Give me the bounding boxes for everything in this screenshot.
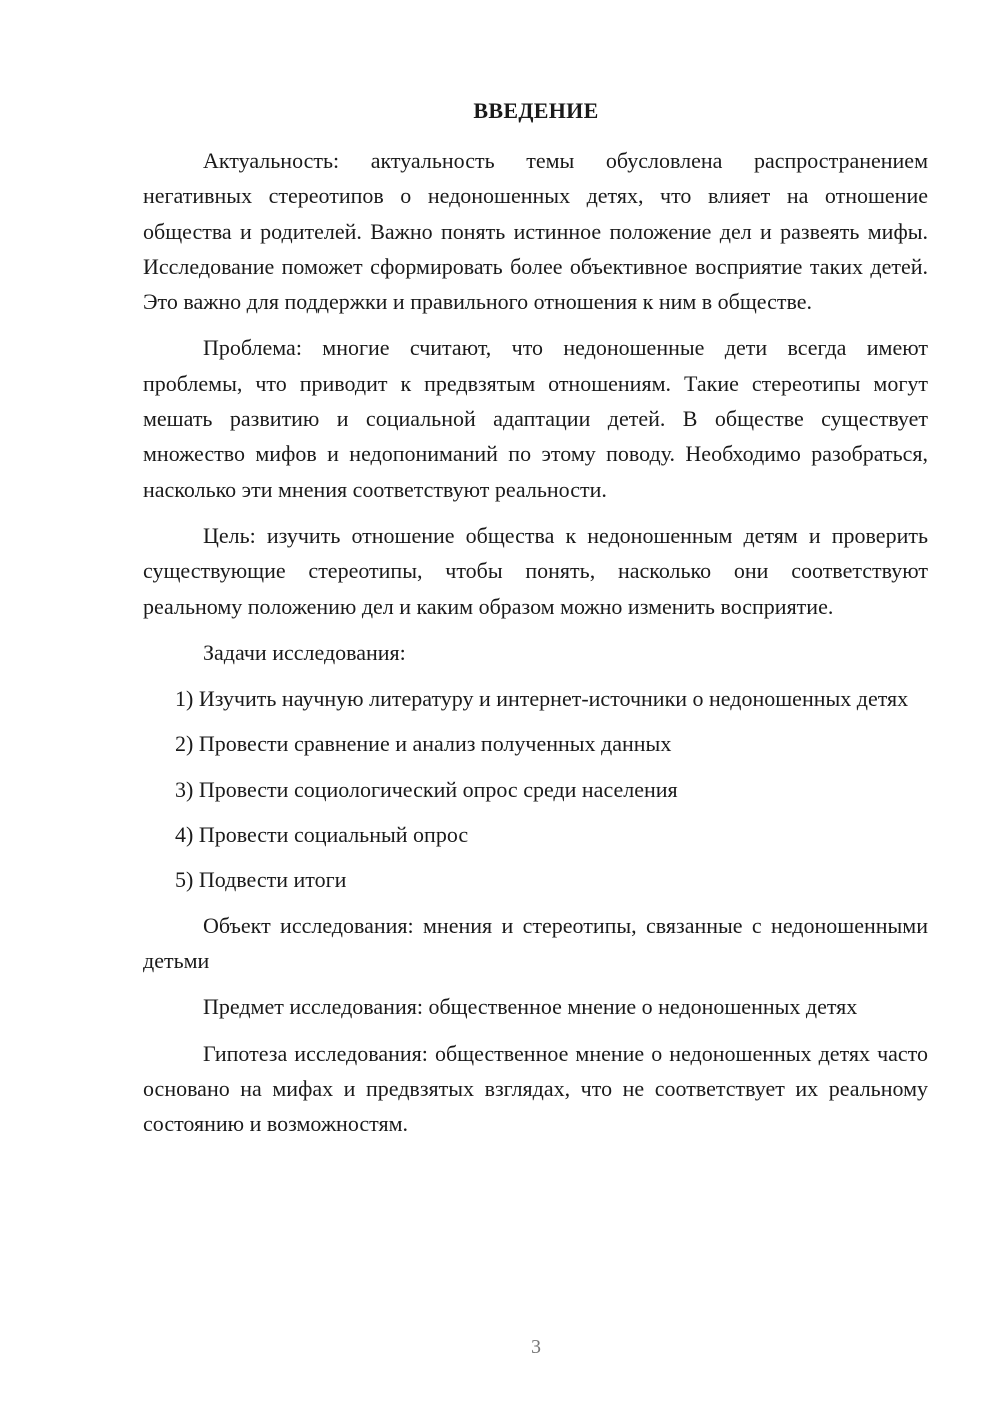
paragraph-tasks-heading: Задачи исследования: <box>203 639 406 665</box>
task-item-1: 1) Изучить научную литературу и интернет-источники о недоношенных детях <box>175 686 909 712</box>
page-title: ВВЕДЕНИЕ <box>473 98 599 123</box>
page-number: 3 <box>531 1336 541 1358</box>
paragraph-object: Объект исследования: мнения и стереотипы, связанные с недоношенными детьми <box>143 912 928 973</box>
paragraph-subject: Предмет исследования: общественное мнение о недоношенных детях <box>203 994 858 1020</box>
task-item-3: 3) Провести социологический опрос среди населения <box>175 776 678 802</box>
task-item-2: 2) Провести сравнение и анализ полученных данных <box>175 731 672 757</box>
document-body <box>143 143 928 1152</box>
task-item-4: 4) Провести социальный опрос <box>175 822 469 848</box>
paragraph-hypothesis: Гипотеза исследования: общественное мнение о недоношенных детях часто основано на мифах и предвзятых взглядах, что не соответствует их реальному состоянию и возможностям. <box>143 1040 928 1137</box>
task-item-5: 5) Подвести итоги <box>175 867 347 893</box>
paragraph-problem: Проблема: многие считают, что недоношенные дети всегда имеют проблемы, что приводит к предвзятым отношениям. Такие стереотипы могут мешать развитию и социальной адаптации детей. В обществе существует множество мифов и недопониманий по этому поводу. Необходимо разобраться, насколько эти мнения соответствуют реальности. <box>143 335 928 502</box>
paragraph-relevance: Актуальность: актуальность темы обусловлена распространением негативных стереотипов о недоношенных детях, что влияет на отношение общества и родителей. Важно понять истинное положение дел и развеять мифы. Исследование поможет сформировать более объективное восприятие таких детей. Это важно для поддержки и правильного отношения к ним в обществе. <box>143 148 928 315</box>
paragraph-goal: Цель: изучить отношение общества к недоношенным детям и проверить существующие стереотипы, чтобы понять, насколько они соответствуют реальному положению дел и каким образом можно изменить восприятие. <box>143 522 928 619</box>
